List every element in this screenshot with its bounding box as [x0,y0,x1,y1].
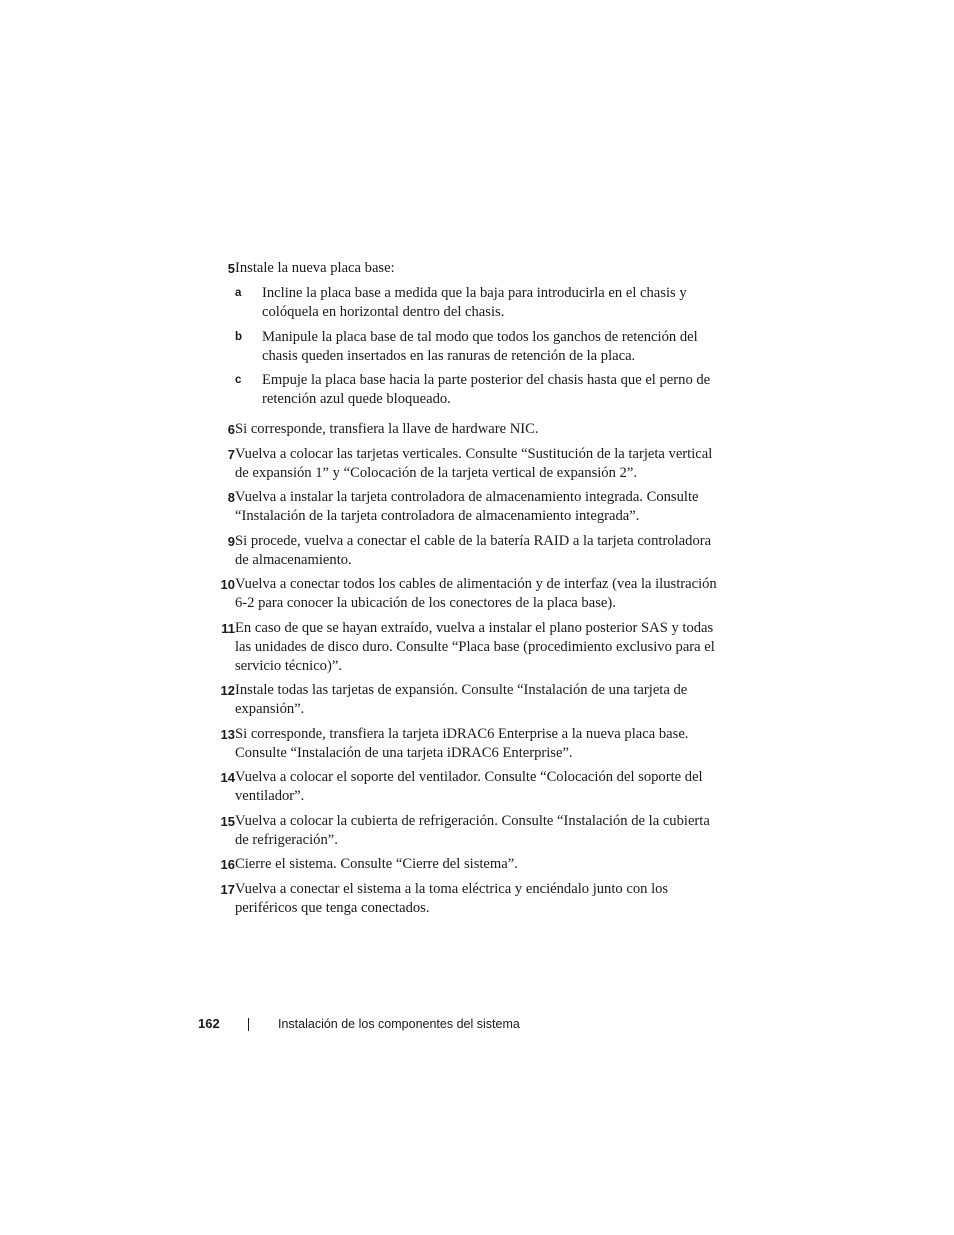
step-text: Vuelva a instalar la tarjeta controladora de almacenamiento integrada. Consulte “Instalación de la tarjeta controladora de almacenamiento integrada”. [235,489,699,524]
step-13 [219,725,719,763]
step-number: 9 [227,533,235,549]
step-text: Cierre el sistema. Consulte “Cierre del sistema”. [235,856,518,872]
step-14 [219,768,719,806]
step-number: 7 [227,446,235,462]
step-7 [219,445,719,483]
step-number: 6 [227,422,235,437]
step-number: 11 [221,620,235,636]
step-text: Instale todas las tarjetas de expansión. Consulte “Instalación de una tarjeta de expansión”. [235,682,688,717]
step-number: 16 [220,857,235,872]
substep-c [235,371,719,409]
step-text: Si procede, vuelva a conectar el cable de la batería RAID a la tarjeta controladora de almacenamiento. [235,532,712,568]
step-text: Vuelva a colocar el soporte del ventilador. Consulte “Colocación del soporte del ventilador”. [235,769,703,804]
footer-section-title: Instalación de los componentes del sistema [278,1017,520,1031]
footer-divider [248,1018,249,1031]
step-text: Si corresponde, transfiera la tarjeta iDRAC6 Enterprise a la nueva placa base. Consulte “Instalación de una tarjeta iDRAC6 Enterprise”. [235,725,689,761]
substep-letter: a [235,287,242,299]
step-number: 10 [220,577,235,592]
step-text: Instale la nueva placa base: [235,260,395,276]
step-15 [219,812,719,850]
substep-text: Empuje la placa base hacia la parte posterior del chasis hasta que el perno de retención azul quede bloqueado. [262,372,711,407]
step-text: Vuelva a colocar la cubierta de refrigeración. Consulte “Instalación de la cubierta de refrigeración”. [235,812,710,848]
step-text: Vuelva a conectar todos los cables de alimentación y de interfaz (vea la ilustración 6-2 para conocer la ubicación de los conectores de la placa base). [235,576,717,611]
substep-a [235,284,719,322]
step-number: 13 [220,726,235,742]
step-9 [219,532,719,570]
step-number: 5 [227,261,235,276]
step-6 [219,420,719,439]
step-number: 14 [220,770,235,785]
step-number: 8 [227,490,235,505]
step-5 [219,259,719,415]
substep-letter: b [235,330,243,343]
step-number: 15 [220,813,235,829]
step-8 [219,488,719,526]
step-16 [219,855,719,874]
substep-text: Manipule la placa base de tal modo que todos los ganchos de retención del chasis queden insertados en las ranuras de retención de la placa. [262,328,698,364]
step-text: Si corresponde, transfiera la llave de hardware NIC. [235,421,539,437]
substep-b [235,328,719,366]
step-11 [219,619,719,676]
substep-list [235,284,719,409]
substep-letter: c [235,374,242,386]
step-text: Vuelva a colocar las tarjetas verticales. Consulte “Sustitución de la tarjeta vertical de expansión 1” y “Colocación de la tarjeta vertical de expansión 2”. [235,445,713,481]
step-number: 12 [220,683,235,698]
step-12 [219,681,719,719]
step-number: 17 [220,881,235,897]
step-10 [219,575,719,613]
substep-text: Incline la placa base a medida que la baja para introducirla en el chasis y colóquela en horizontal dentro del chasis. [262,285,687,320]
procedure-steps [219,259,719,923]
page-number: 162 [198,1016,220,1031]
step-text: En caso de que se hayan extraído, vuelva a instalar el plano posterior SAS y todas las unidades de disco duro. Consulte “Placa base (procedimiento exclusivo para el servicio técnico)”. [235,619,715,674]
step-17 [219,880,719,918]
step-text: Vuelva a conectar el sistema a la toma eléctrica y enciéndalo junto con los periféricos que tenga conectados. [235,880,669,916]
